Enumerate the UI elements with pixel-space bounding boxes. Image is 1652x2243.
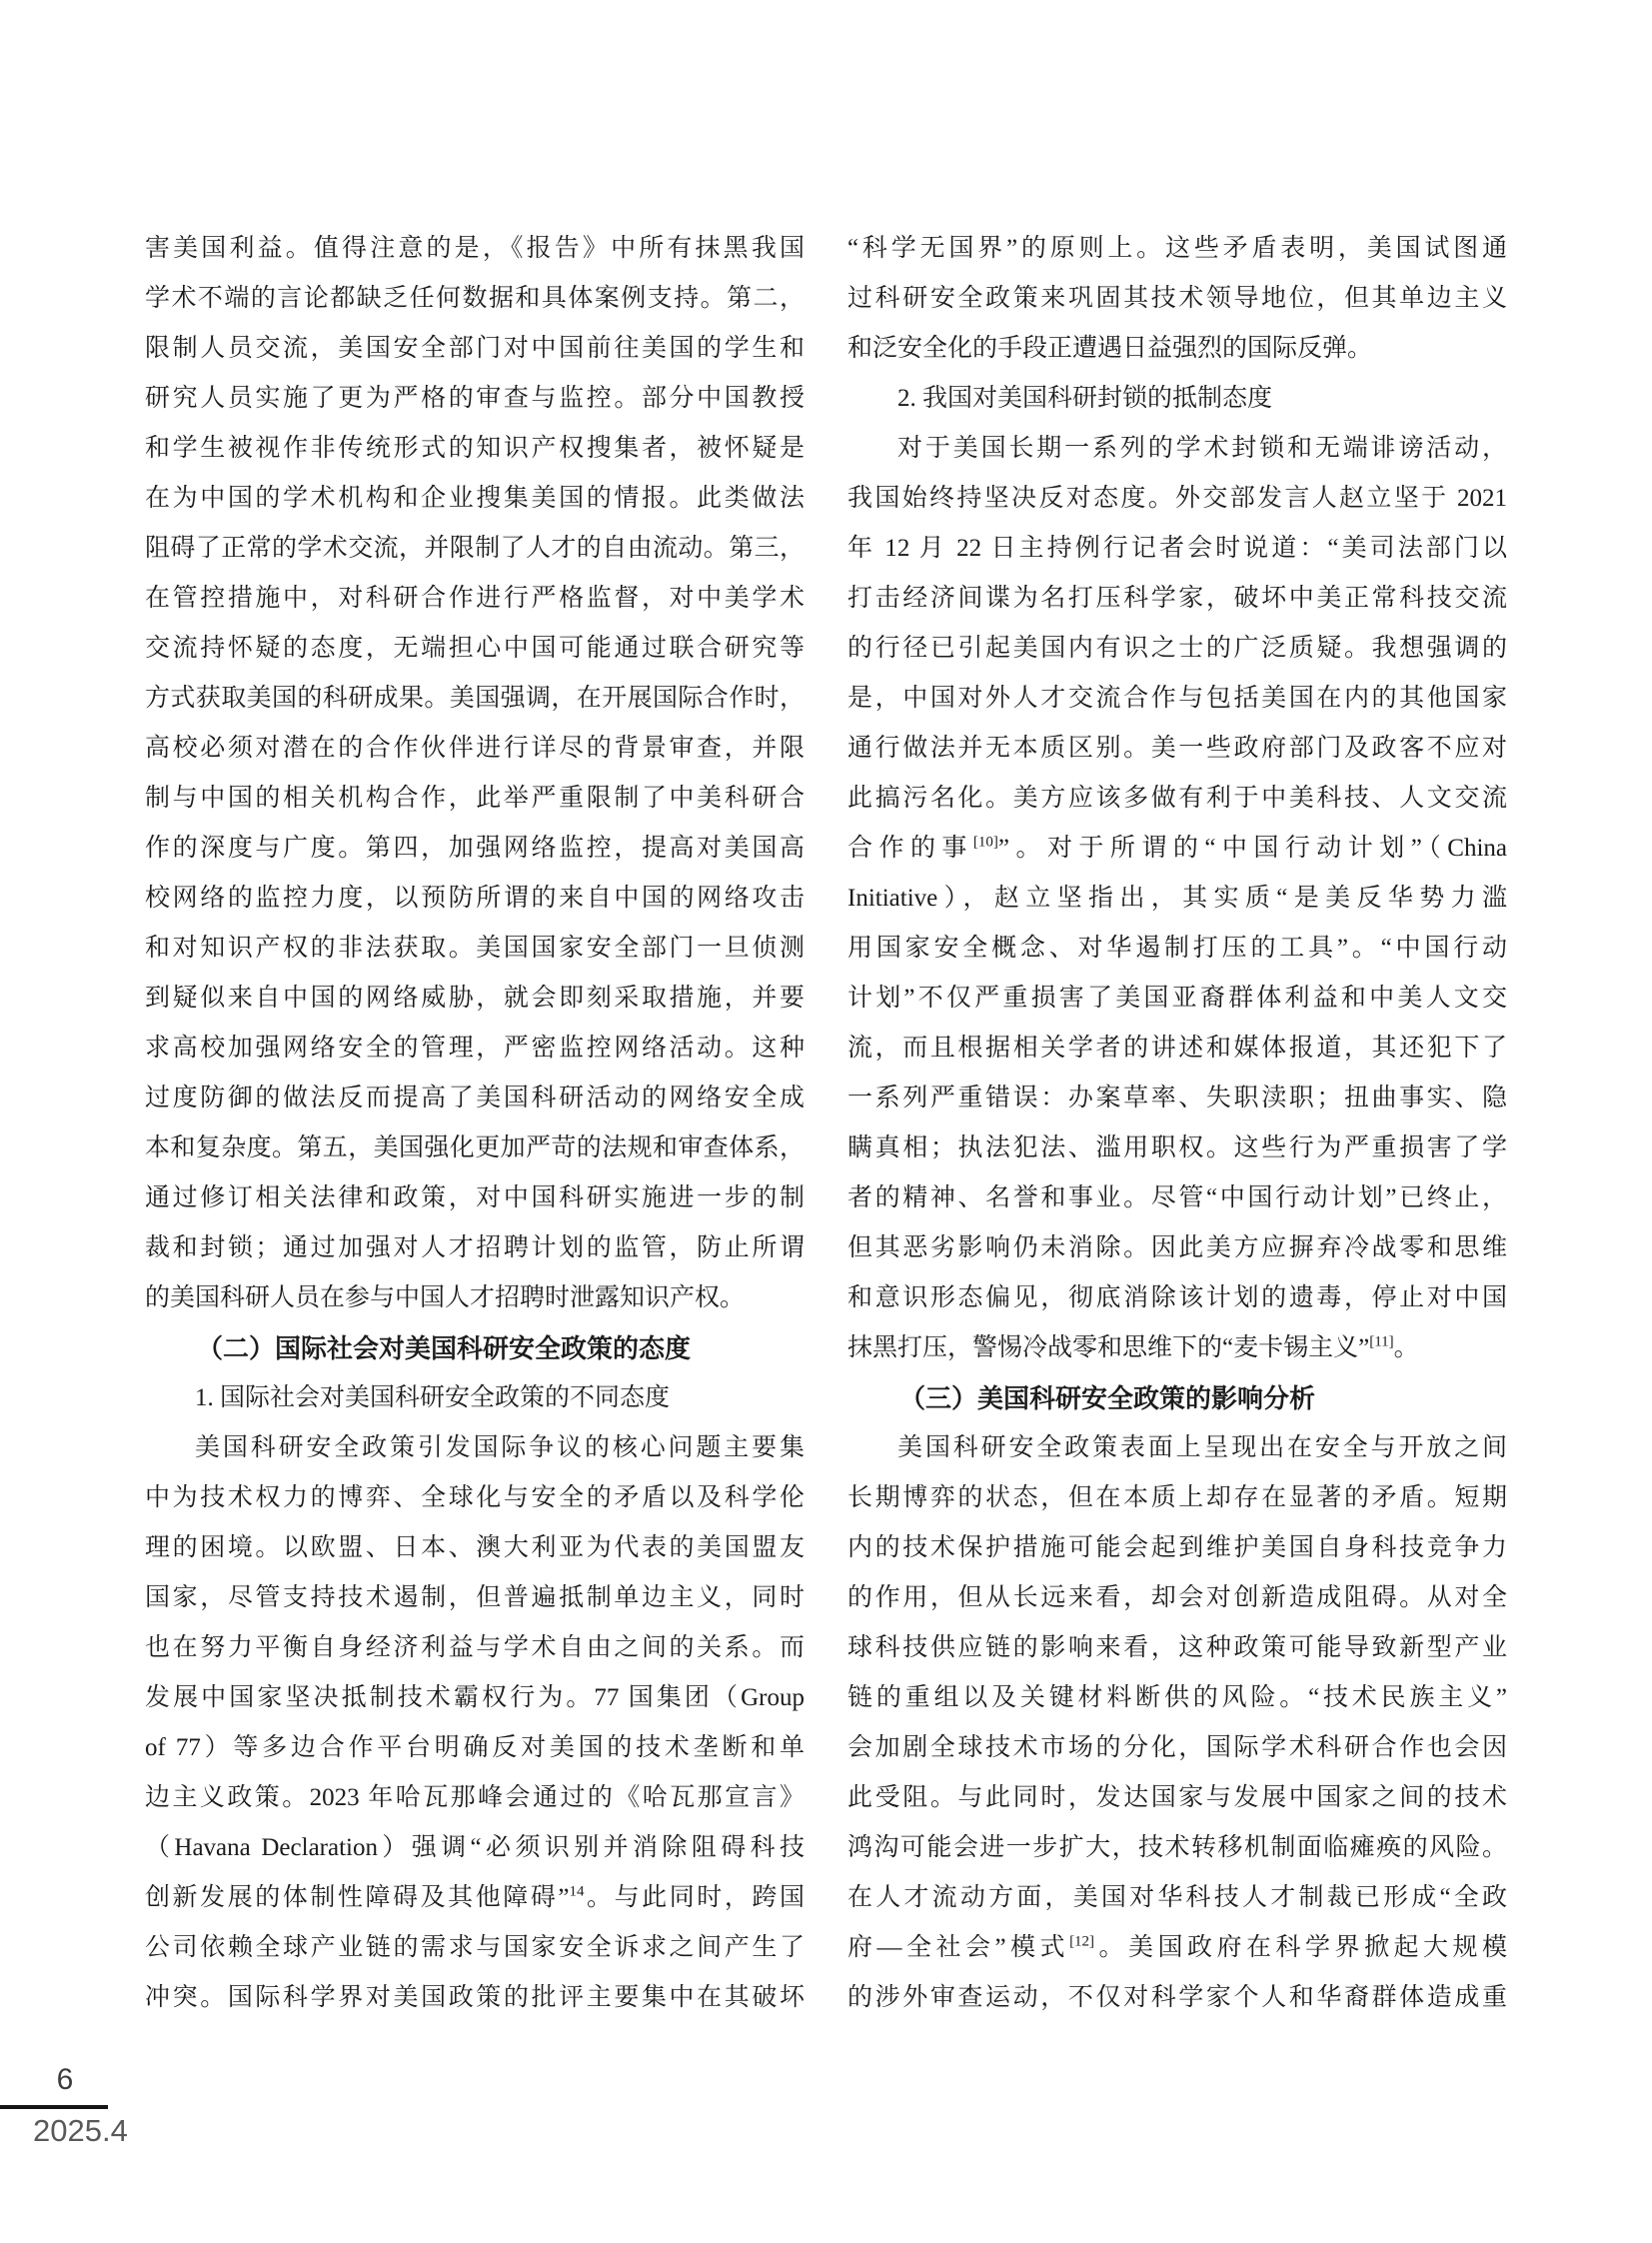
text-line: 的行径已引起美国内有识之士的广泛质疑。我想强调的 xyxy=(847,635,1507,662)
text-line: 者的精神、名誉和事业。尽管“中国行动计划”已终止， xyxy=(847,1184,1507,1211)
text-line: 研究人员实施了更为严格的审查与监控。部分中国教授 xyxy=(145,385,805,412)
text-line: 计划”不仅严重损害了美国亚裔群体利益和中美人文交 xyxy=(847,985,1507,1012)
text-line: 年 12 月 22 日主持例行记者会时说道：“美司法部门以 xyxy=(847,535,1507,562)
text-line: 美国科研安全政策引发国际争议的核心问题主要集 xyxy=(195,1434,805,1461)
text-line: 一系列严重错误：办案草率、失职渎职；扭曲事实、隐 xyxy=(847,1085,1507,1112)
text-line: 2. 我国对美国科研封锁的抵制态度 xyxy=(897,385,1273,412)
text-line: 通过修订相关法律和政策，对中国科研实施进一步的制 xyxy=(145,1184,805,1211)
text-line: 内的技术保护措施可能会起到维护美国自身科技竞争力 xyxy=(847,1534,1507,1561)
text-line: 理的困境。以欧盟、日本、澳大利亚为代表的美国盟友 xyxy=(145,1534,805,1561)
text-line: 创新发展的体制性障碍及其他障碍”$^{14}$。与此同时，跨国 xyxy=(145,1883,805,1911)
citation-superscript: [11] xyxy=(1369,1333,1394,1350)
text-line: 瞒真相；执法犯法、滥用职权。这些行为严重损害了学 xyxy=(847,1134,1507,1161)
text-line: 过度防御的做法反而提高了美国科研活动的网络安全成 xyxy=(145,1085,805,1112)
text-line: 交流持怀疑的态度，无端担心中国可能通过联合研究等 xyxy=(145,635,805,662)
right-column xyxy=(847,224,1507,2023)
text-line: 会加剧全球技术市场的分化，国际学术科研合作也会因 xyxy=(847,1734,1507,1761)
text-line: 边主义政策。2023 年哈瓦那峰会通过的《哈瓦那宣言》 xyxy=(145,1784,805,1811)
left-column xyxy=(145,224,805,2023)
text-line: 在管控措施中，对科研合作进行严格监督，对中美学术 xyxy=(145,585,805,612)
text-line: 美国科研安全政策表面上呈现出在安全与开放之间 xyxy=(897,1434,1507,1461)
text-line: 求高校加强网络安全的管理，严密监控网络活动。这种 xyxy=(145,1035,805,1062)
text-line: 和对知识产权的非法获取。美国国家安全部门一旦侦测 xyxy=(145,935,805,962)
text-line: 鸿沟可能会进一步扩大，技术转移机制面临瘫痪的风险。 xyxy=(847,1834,1507,1861)
page-number: 6 xyxy=(56,2063,74,2096)
text-line: 在人才流动方面，美国对华科技人才制裁已形成“全政 xyxy=(847,1884,1507,1911)
text-line: 过科研安全政策来巩固其技术领导地位，但其单边主义 xyxy=(847,285,1507,312)
text-line: 学术不端的言论都缺乏任何数据和具体案例支持。第二， xyxy=(145,285,805,312)
issue-label: 2025.4 xyxy=(33,2113,128,2148)
footer-rule xyxy=(0,2105,108,2109)
text-line: 打击经济间谍为名打压科学家，破坏中美正常科技交流 xyxy=(847,585,1507,612)
text-line: 1. 国际社会对美国科研安全政策的不同态度 xyxy=(195,1384,671,1411)
citation-superscript: [12] xyxy=(1069,1933,1095,1950)
text-line: 方式获取美国的科研成果。美国强调，在开展国际合作时， xyxy=(145,685,805,712)
text-line: 的美国科研人员在参与中国人才招聘时泄露知识产权。 xyxy=(145,1284,746,1311)
text-line: 此搞污名化。美方应该多做有利于中美科技、人文交流 xyxy=(847,785,1507,812)
text-line: 阻碍了正常的学术交流，并限制了人才的自由流动。第三， xyxy=(145,535,805,562)
text-line: 发展中国家坚决抵制技术霸权行为。77 国集团（Group xyxy=(145,1684,805,1711)
text-line: 和意识形态偏见，彻底消除该计划的遗毒，停止对中国 xyxy=(847,1284,1507,1311)
text-line: 校网络的监控力度，以预防所谓的来自中国的网络攻击 xyxy=(145,885,805,912)
text-line: 链的重组以及关键材料断供的风险。“技术民族主义” xyxy=(847,1684,1507,1711)
text-line: 合作的事[10]”。对于所谓的“中国行动计划”（China xyxy=(847,834,1507,862)
text-line: 府—全社会”模式[12]。美国政府在科学界掀起大规模 xyxy=(847,1933,1507,1961)
text-line: 的涉外审查运动，不仅对科学家个人和华裔群体造成重 xyxy=(847,1984,1507,2011)
text-line: 和泛安全化的手段正遭遇日益强烈的国际反弹。 xyxy=(847,335,1373,362)
text-line: 裁和封锁；通过加强对人才招聘计划的监管，防止所谓 xyxy=(145,1234,805,1261)
text-line: 公司依赖全球产业链的需求与国家安全诉求之间产生了 xyxy=(145,1934,805,1961)
text-line: of 77）等多边合作平台明确反对美国的技术垄断和单 xyxy=(145,1734,805,1761)
text-line: 制与中国的相关机构合作，此举严重限制了中美科研合 xyxy=(145,785,805,812)
text-line: （Havana Declaration）强调“必须识别并消除阻碍科技 xyxy=(145,1834,805,1861)
text-line: 国家，尽管支持技术遏制，但普遍抵制单边主义，同时 xyxy=(145,1584,805,1611)
text-line: 也在努力平衡自身经济利益与学术自由之间的关系。而 xyxy=(145,1634,805,1661)
text-line: 害美国利益。值得注意的是，《报告》中所有抹黑我国 xyxy=(145,235,805,262)
text-line: 和学生被视作非传统形式的知识产权搜集者，被怀疑是 xyxy=(145,435,805,462)
text-line: 冲突。国际科学界对美国政策的批评主要集中在其破坏 xyxy=(145,1984,805,2011)
text-line: （二）国际社会对美国科研安全政策的态度 xyxy=(197,1333,692,1363)
text-line: 是，中国对外人才交流合作与包括美国在内的其他国家 xyxy=(847,685,1507,712)
text-line: 中为技术权力的博弈、全球化与安全的矛盾以及科学伦 xyxy=(145,1484,805,1511)
text-line: Initiative），赵立坚指出，其实质“是美反华势力滥 xyxy=(847,885,1507,912)
text-line: 但其恶劣影响仍未消除。因此美方应摒弃冷战零和思维 xyxy=(847,1234,1507,1261)
citation-superscript: [10] xyxy=(972,834,998,851)
text-line: 球科技供应链的影响来看，这种政策可能导致新型产业 xyxy=(847,1634,1507,1661)
text-line: 高校必须对潜在的合作伙伴进行详尽的背景审查，并限 xyxy=(145,735,805,762)
text-line: 作的深度与广度。第四，加强网络监控，提高对美国高 xyxy=(145,835,805,862)
citation-superscript: 14 xyxy=(569,1883,585,1900)
text-line: 长期博弈的状态，但在本质上却存在显著的矛盾。短期 xyxy=(847,1484,1507,1511)
text-line: 对于美国长期一系列的学术封锁和无端诽谤活动， xyxy=(897,435,1507,462)
text-line: 通行做法并无本质区别。美一些政府部门及政客不应对 xyxy=(847,735,1507,762)
text-line: 用国家安全概念、对华遏制打压的工具”。“中国行动 xyxy=(847,935,1507,962)
text-line: 我国始终持坚决反对态度。外交部发言人赵立坚于 2021 xyxy=(847,485,1507,512)
text-line: （三）美国科研安全政策的影响分析 xyxy=(899,1383,1316,1413)
text-line: 的作用，但从长远来看，却会对创新造成阻碍。从对全 xyxy=(847,1584,1507,1611)
text-line: “科学无国界”的原则上。这些矛盾表明，美国试图通 xyxy=(847,235,1507,262)
text-line: 到疑似来自中国的网络威胁，就会即刻采取措施，并要 xyxy=(145,985,805,1012)
text-line: 流，而且根据相关学者的讲述和媒体报道，其还犯下了 xyxy=(847,1035,1507,1062)
text-line: 此受阻。与此同时，发达国家与发展中国家之间的技术 xyxy=(847,1784,1507,1811)
text-line: 限制人员交流，美国安全部门对中国前往美国的学生和 xyxy=(145,335,805,362)
text-line: 本和复杂度。第五，美国强化更加严苛的法规和审查体系， xyxy=(145,1134,805,1161)
text-line: 在为中国的学术机构和企业搜集美国的情报。此类做法 xyxy=(145,485,805,512)
text-line: 抹黑打压，警惕冷战零和思维下的“麦卡锡主义”[11]。 xyxy=(847,1333,1419,1361)
